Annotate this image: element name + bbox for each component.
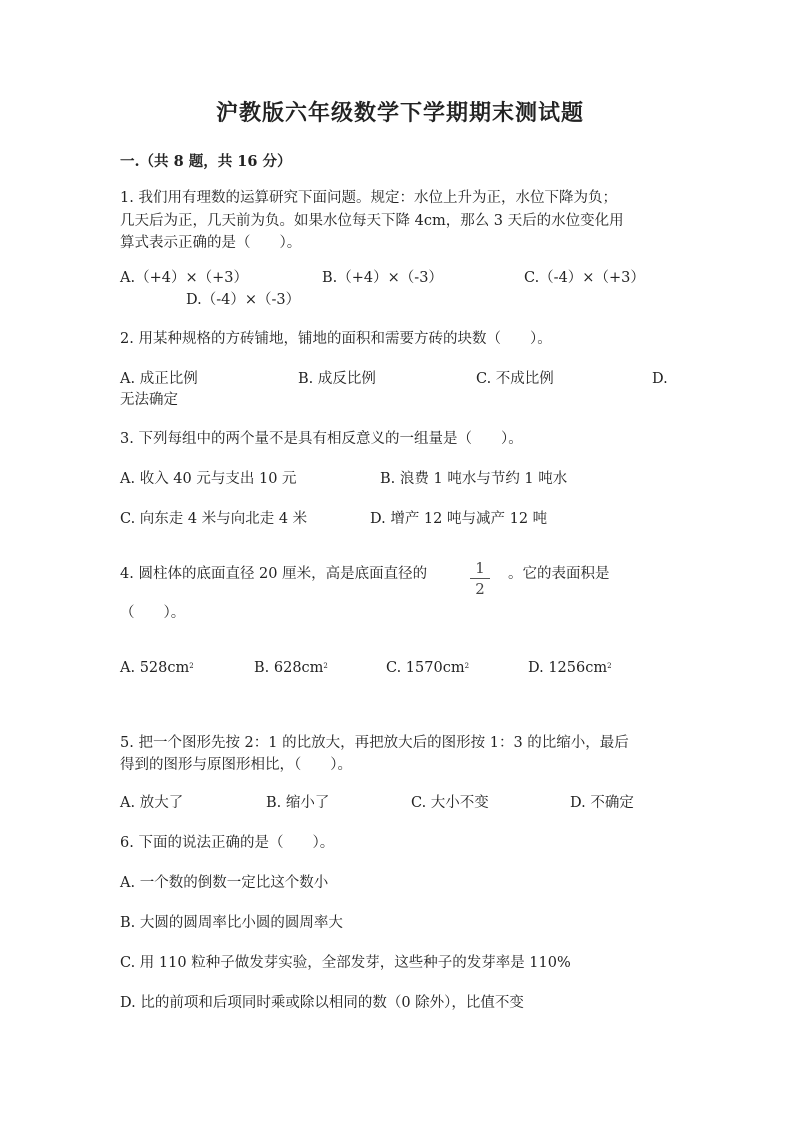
q1-option-b: B.（+4）×（-3） <box>322 270 443 286</box>
q3-option-c: C. 向东走 4 米与向北走 4 米 <box>120 511 308 527</box>
fraction-numerator: 1 <box>475 559 485 577</box>
q4-question-end: 。它的表面积是 <box>508 566 610 582</box>
q5-line-1: 5. 把一个图形先按 2：1 的比放大，再把放大后的图形按 1：3 的比缩小，最后 <box>120 735 629 751</box>
page-title: 沪教版六年级数学下学期期末测试题 <box>215 100 584 126</box>
q3-option-d: D. 增产 12 吨与减产 12 吨 <box>370 511 548 527</box>
q2-question: 2. 用某种规格的方砖铺地，铺地的面积和需要方砖的块数（ ）。 <box>120 331 552 347</box>
fraction-one-half <box>470 560 490 597</box>
q1-option-a: A.（+4）×（+3） <box>120 270 248 286</box>
q6-option-d: D. 比的前项和后项同时乘或除以相同的数（0 除外），比值不变 <box>120 995 524 1011</box>
q3-option-a: A. 收入 40 元与支出 10 元 <box>120 471 297 487</box>
q2-option-d: D. <box>652 371 668 387</box>
q3-question: 3. 下列每组中的两个量不是具有相反意义的一组量是（ ）。 <box>120 431 523 447</box>
fraction-bar <box>470 578 490 579</box>
fraction-denominator: 2 <box>475 580 485 598</box>
q5-option-d: D. 不确定 <box>570 795 634 811</box>
q5-option-b: B. 缩小了 <box>266 795 330 811</box>
q6-option-a: A. 一个数的倒数一定比这个数小 <box>120 875 329 891</box>
q1-line-3: 算式表示正确的是（ ）。 <box>120 235 302 251</box>
q1-option-d: D.（-4）×（-3） <box>186 292 301 308</box>
q3-option-b: B. 浪费 1 吨水与节约 1 吨水 <box>380 471 568 487</box>
q2-option-d-text: 无法确定 <box>120 392 178 408</box>
q2-option-c: C. 不成比例 <box>476 371 554 387</box>
q2-option-b: B. 成反比例 <box>298 371 376 387</box>
q1-option-c: C.（-4）×（+3） <box>524 270 645 286</box>
q5-line-2: 得到的图形与原图形相比，（ ）。 <box>120 757 352 773</box>
q5-option-a: A. 放大了 <box>120 795 184 811</box>
q4-option-b: B. $628cm^2$ <box>254 660 328 676</box>
q2-option-a: A. 成正比例 <box>120 371 198 387</box>
q4-answer-blank: （ ）。 <box>120 605 186 621</box>
q4-option-d: D. $1256cm^2$ <box>528 660 612 676</box>
q1-line-1: 1. 我们用有理数的运算研究下面问题。规定：水位上升为正，水位下降为负； <box>120 190 617 206</box>
q6-question: 6. 下面的说法正确的是（ ）。 <box>120 835 335 851</box>
q4-option-c: C. $1570cm^2$ <box>386 660 470 676</box>
q1-line-2: 几天后为正，几天前为负。如果水位每天下降 4cm，那么 3 天后的水位变化用 <box>120 213 624 229</box>
section-heading: 一.（共 8 题，共 16 分） <box>120 153 292 170</box>
q4-question-start: 4. 圆柱体的底面直径 20 厘米，高是底面直径的 <box>120 566 428 582</box>
q6-option-c: C. 用 110 粒种子做发芽实验，全部发芽，这些种子的发芽率是 110% <box>120 955 571 971</box>
q4-option-a: A. $528cm^2$ <box>120 660 194 676</box>
q6-option-b: B. 大圆的圆周率比小圆的圆周率大 <box>120 915 343 931</box>
q5-option-c: C. 大小不变 <box>411 795 489 811</box>
